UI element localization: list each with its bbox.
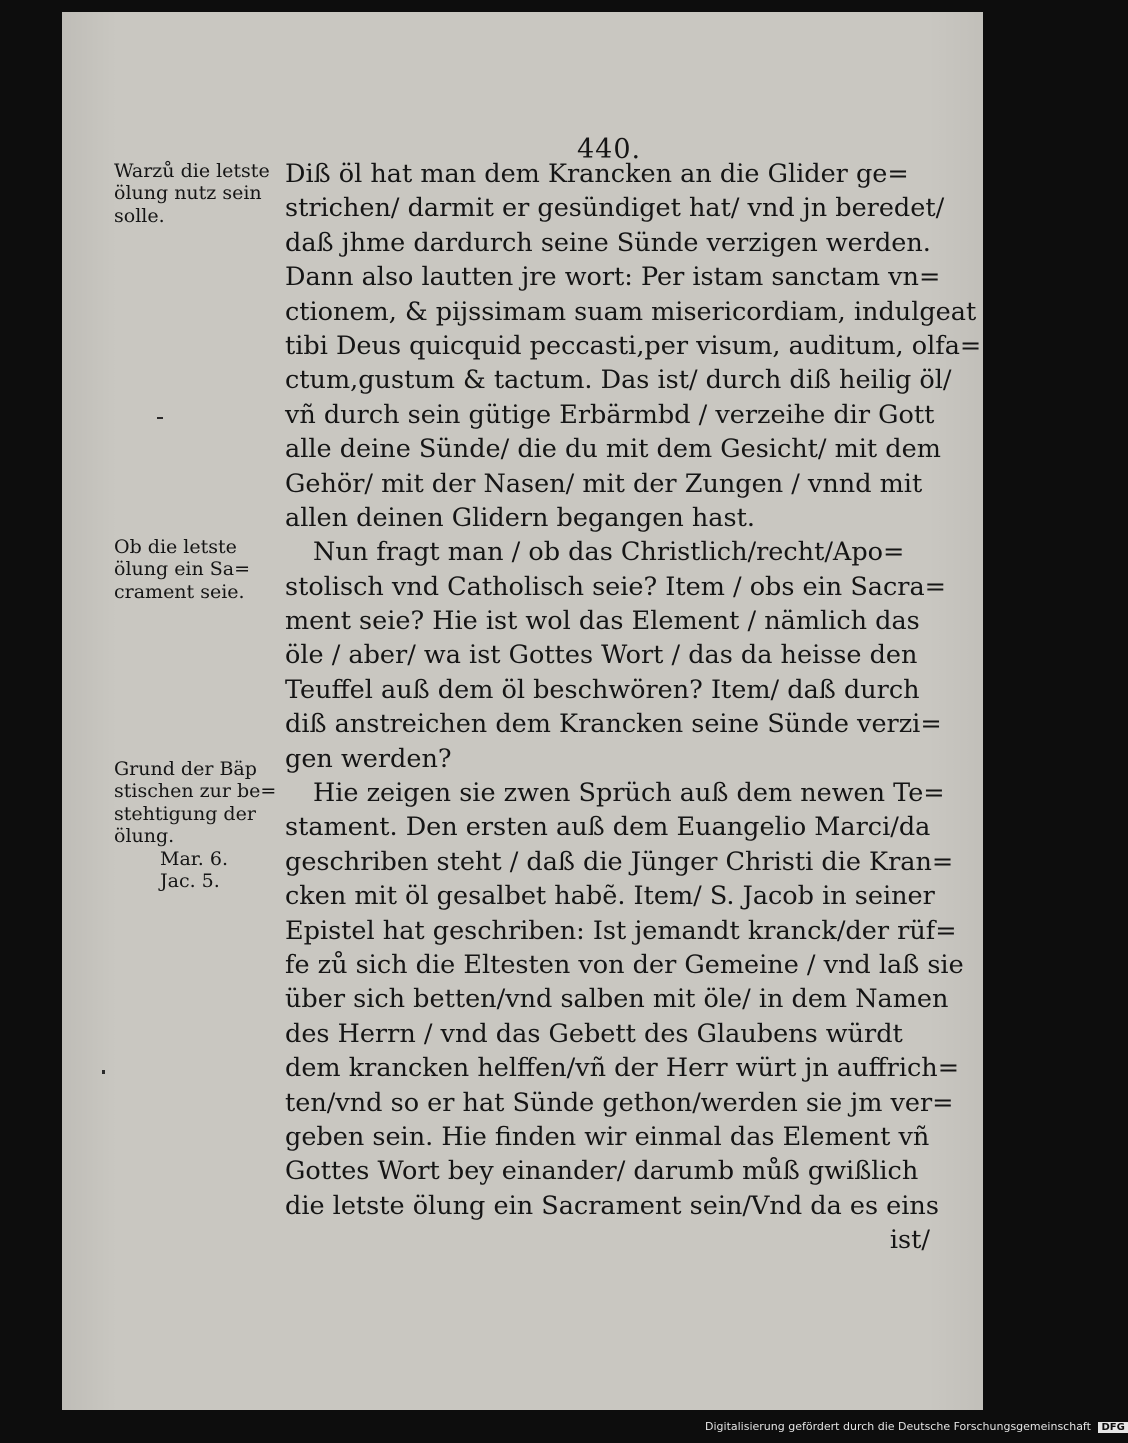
text-line: ment seie? Hie ist wol das Element / nämlich das [285,606,920,637]
margin-note [114,758,277,893]
text-line: geschriben steht / daß die Jünger Christi die Kran= [285,846,954,877]
margin-note-line: Warzů die letste [114,160,270,182]
margin-note-line: ölung nutz sein [114,182,262,205]
catchword: ist/ [889,1225,930,1256]
text-line: Gehör/ mit der Nasen/ mit der Zungen / vnnd mit [285,468,923,499]
text-line: Gottes Wort bey einander/ darumb můß gwißlich [285,1156,919,1187]
text-line: ctum,gustum & tactum. Das ist/ durch diß heilig öl/ [285,365,952,396]
text-line: Teuffel auß dem öl beschwören? Item/ daß durch [285,674,920,705]
text-line: öle / aber/ wa ist Gottes Wort / das da heisse den [285,640,918,671]
margin-note-line: ölung. [114,825,175,848]
ink-speck [102,1070,105,1074]
text-line: über sich betten/vnd salben mit öle/ in dem Namen [285,984,949,1015]
text-line: stolisch vnd Catholisch seie? Item / obs ein Sacra= [285,571,947,602]
margin-note-line: Grund der Bäp [114,758,257,780]
text-line: diß anstreichen dem Krancken seine Sünde verzi= [285,709,942,740]
page-number: 440. [577,134,642,165]
text-line: tibi Deus quicquid peccasti,per visum, auditum, olfa= [285,330,982,361]
text-line: ctionem, & pijssimam suam misericordiam, indulgeat [285,296,977,327]
text-line: Dann also lautten jre wort: Per istam sanctam vn= [285,262,941,293]
text-line: die letste ölung ein Sacrament sein/Vnd da es eins [285,1190,939,1221]
text-line: Epistel hat geschriben: Ist jemandt kranck/der rüf= [285,915,957,946]
text-line: geben sein. Hie finden wir einmal das Element vñ [285,1121,930,1152]
margin-reference: Mar. 6. [160,847,228,870]
text-line: allen deinen Glidern begangen hast. [285,502,755,533]
margin-note-line: Ob die letste [114,536,237,558]
text-line: ten/vnd so er hat Sünde gethon/werden sie jm ver= [285,1087,954,1118]
text-line: strichen/ darmit er gesündiget hat/ vnd jn beredet/ [285,193,945,224]
text-line: alle deine Sünde/ die du mit dem Gesicht/ mit dem [285,434,941,465]
text-line: dem krancken helffen/vñ der Herr würt jn auffrich= [285,1053,960,1084]
margin-note [114,160,274,227]
text-line: daß jhme dardurch seine Sünde verzigen werden. [285,227,931,258]
ink-speck [157,417,163,419]
margin-note-line: stischen zur be= [114,780,277,803]
text-line: vñ durch sein gütige Erbärmbd / verzeihe dir Gott [285,399,935,430]
main-text-block [285,157,982,1258]
funding-footer [705,1420,1125,1433]
text-line: gen werden? [285,743,452,774]
margin-note-line: ölung ein Sa= [114,558,251,581]
text-line: Nun fragt man / ob das Christlich/recht/Apo= [313,537,905,568]
margin-note-line: solle. [114,204,165,227]
text-line: stament. Den ersten auß dem Euangelio Marci/da [285,812,931,843]
margin-note-line: stehtigung der [114,802,256,825]
footer-text: Digitalisierung gefördert durch die Deutsche Forschungsgemeinschaft [705,1420,1091,1433]
dfg-logo: DFG [1098,1422,1127,1433]
text-line: fe zů sich die Eltesten von der Gemeine / vnd laß sie [285,949,964,980]
margin-note [114,536,274,603]
margin-reference: Jac. 5. [160,870,220,893]
margin-note-line: crament seie. [114,580,245,603]
text-line: cken mit öl gesalbet habẽ. Item/ S. Jacob in seiner [285,881,935,912]
text-line: des Herrn / vnd das Gebett des Glaubens würdt [285,1018,903,1049]
text-line: Diß öl hat man dem Krancken an die Glider ge= [285,159,909,189]
text-line: Hie zeigen sie zwen Sprüch auß dem newen Te= [313,778,945,809]
